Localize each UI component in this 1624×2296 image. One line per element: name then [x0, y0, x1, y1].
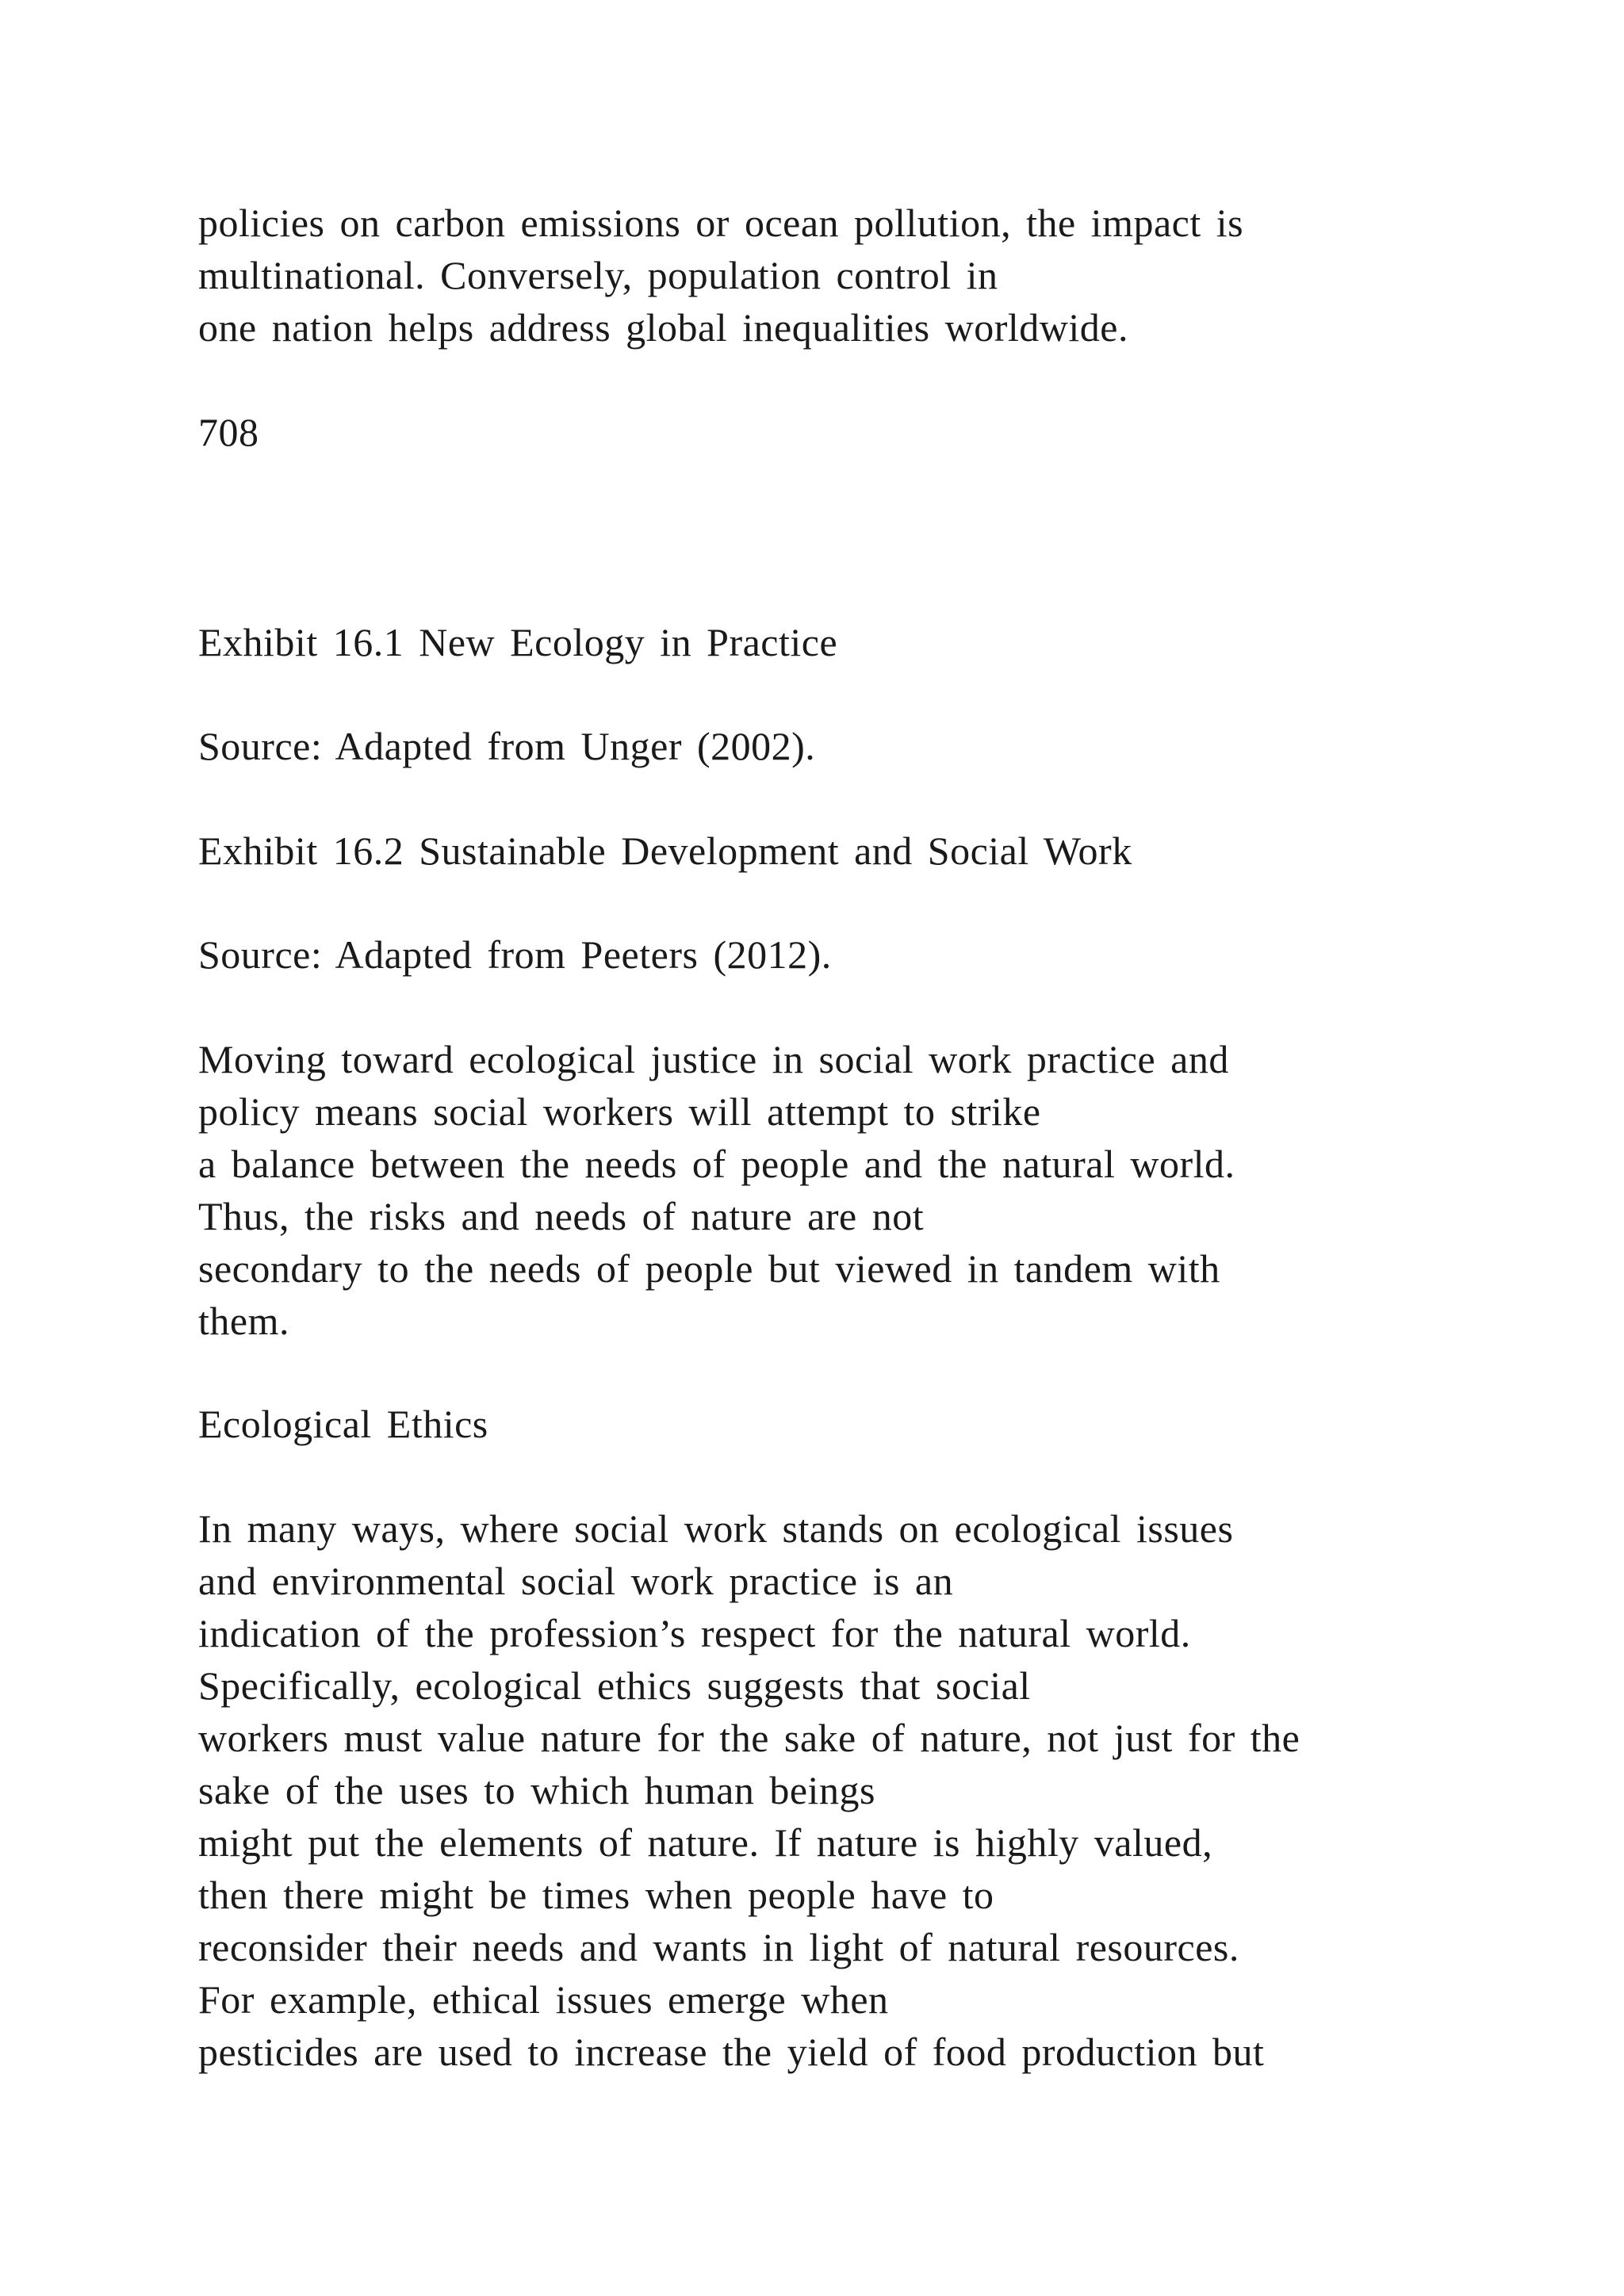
page-number	[198, 406, 1467, 458]
text-line: secondary to the needs of people but viewed in tandem with	[198, 1246, 1220, 1291]
source-note-unger	[198, 720, 1467, 772]
page-number-text: 708	[198, 410, 259, 454]
text-line: policies on carbon emissions or ocean pollution, the impact is	[198, 201, 1244, 245]
section-heading	[198, 1398, 1467, 1450]
text-line: Thus, the risks and needs of nature are not	[198, 1194, 925, 1238]
text-line: Specifically, ecological ethics suggests that social	[198, 1663, 1031, 1708]
text-line: pesticides are used to increase the yield of food production but	[198, 2030, 1265, 2074]
paragraph-ecological-justice	[198, 1033, 1467, 1347]
text-line: policy means social workers will attempt to strike	[198, 1089, 1041, 1134]
text-line: multinational. Conversely, population control in	[198, 253, 998, 297]
exhibit-caption-16-1	[198, 616, 1467, 668]
source-note-peeters	[198, 928, 1467, 981]
text-line: and environmental social work practice is an	[198, 1559, 954, 1603]
exhibit-caption-16-2	[198, 825, 1467, 877]
text-line: For example, ethical issues emerge when	[198, 1977, 889, 2022]
text-line: might put the elements of nature. If nature is highly valued,	[198, 1820, 1213, 1865]
text-line: In many ways, where social work stands on ecological issues	[198, 1506, 1234, 1551]
text-line: indication of the profession’s respect for the natural world.	[198, 1611, 1191, 1655]
source-text: Source: Adapted from Peeters (2012).	[198, 932, 832, 977]
text-line: one nation helps address global inequalities worldwide.	[198, 305, 1128, 350]
exhibit-title: Exhibit 16.1 New Ecology in Practice	[198, 620, 838, 664]
paragraph-policies	[198, 197, 1467, 354]
text-line: Moving toward ecological justice in social work practice and	[198, 1037, 1229, 1081]
text-line: sake of the uses to which human beings	[198, 1768, 875, 1812]
text-line: then there might be times when people have to	[198, 1873, 994, 1917]
source-text: Source: Adapted from Unger (2002).	[198, 724, 816, 768]
text-line: reconsider their needs and wants in light of natural resources.	[198, 1925, 1239, 1969]
text-line: a balance between the needs of people and the natural world.	[198, 1142, 1235, 1186]
heading-text: Ecological Ethics	[198, 1402, 488, 1446]
exhibit-title: Exhibit 16.2 Sustainable Development and Social Work	[198, 828, 1132, 873]
text-line: workers must value nature for the sake of nature, not just for the	[198, 1716, 1300, 1760]
paragraph-ecological-ethics	[198, 1502, 1467, 2078]
text-line: them.	[198, 1299, 289, 1343]
